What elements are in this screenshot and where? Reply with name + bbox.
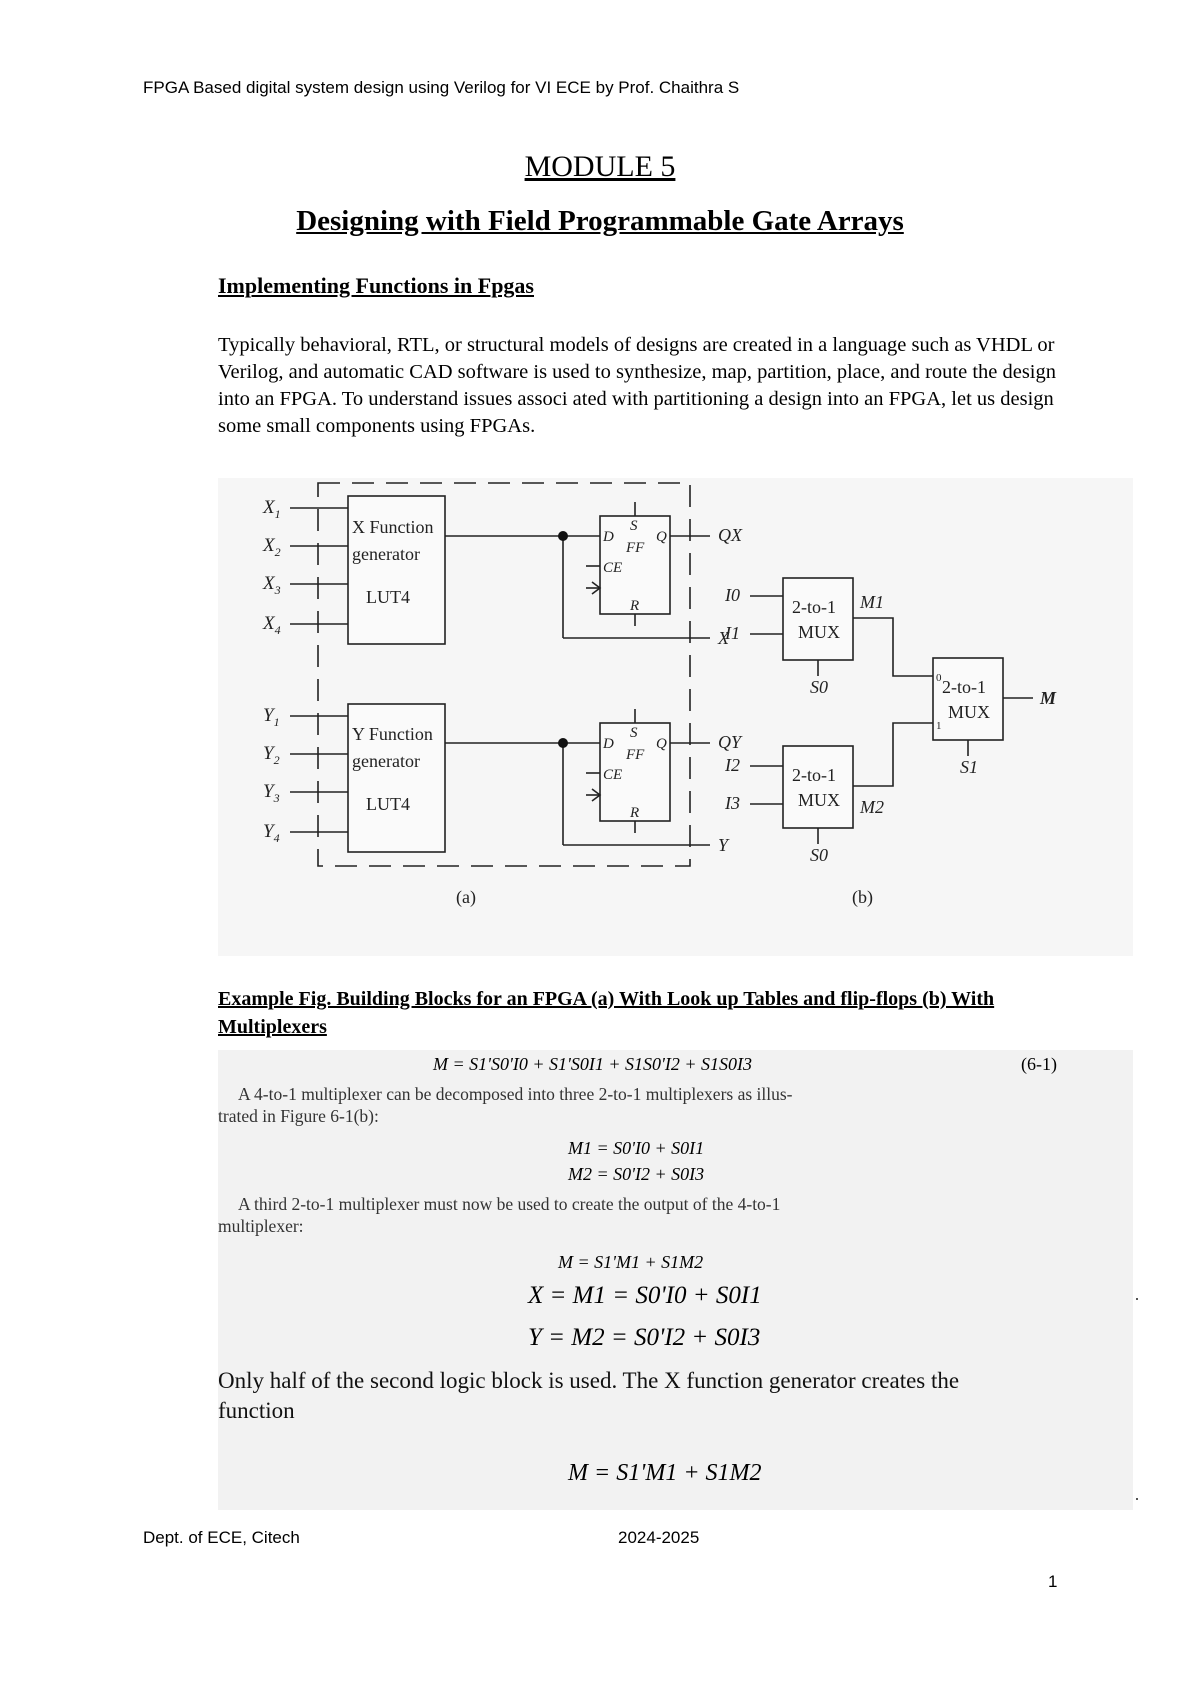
svg-text:2-to-1: 2-to-1: [792, 765, 836, 785]
svg-text:X3: $X_3$: [263, 573, 281, 597]
svg-text:2-to-1: 2-to-1: [792, 597, 836, 617]
mux-output-m: M: [1040, 688, 1057, 708]
svg-text:MUX: MUX: [948, 702, 991, 722]
excerpt-text-2a: A third 2-to-1 multiplexer must now be used to create the output of the 4-to-1: [238, 1194, 781, 1214]
equation-m1: M1 = S0'I0 + S0I1: [568, 1138, 705, 1158]
output-x: X: [718, 628, 729, 648]
y-gen-line2: generator: [352, 751, 420, 771]
svg-text:Y4: $Y_4$: [263, 821, 280, 845]
mux2-box: [783, 746, 853, 828]
page-number: 1: [1048, 1572, 1058, 1591]
equation-main: M = S1'S0'I0 + S1'S0I1 + S1S0'I2 + S1S0I3: [433, 1054, 752, 1074]
output-y: Y: [718, 835, 729, 855]
mux-input-i2: I2: [725, 755, 740, 775]
panel-b-label: (b): [852, 887, 873, 907]
svg-text:D: D: [603, 529, 614, 545]
mux-select-s0-a: S0: [810, 677, 828, 697]
stray-dot: [1136, 1298, 1138, 1300]
svg-text:S: S: [630, 725, 638, 741]
svg-text:R: R: [630, 598, 640, 614]
svg-text:MUX: MUX: [798, 622, 841, 642]
textbook-excerpt: [218, 1050, 1133, 1510]
svg-text:FF: FF: [626, 747, 645, 763]
svg-text:0: 0: [936, 672, 942, 684]
svg-text:Y3: $Y_3$: [263, 781, 280, 805]
output-qx: QX: [718, 525, 742, 545]
excerpt-text-3b: function: [218, 1398, 295, 1423]
mux-m2: M2: [860, 797, 884, 817]
figure-svg: [218, 478, 1133, 956]
fpga-building-blocks-figure: [218, 478, 1133, 956]
svg-text:X1: $X_1$: [263, 497, 281, 521]
svg-text:Y1: $Y_1$: [263, 705, 280, 729]
excerpt-text-1b: trated in Figure 6-1(b):: [218, 1106, 379, 1126]
section-heading: Implementing Functions in Fpgas: [218, 273, 534, 298]
excerpt-text-1a: A 4-to-1 multiplexer can be decomposed into three 2-to-1 multiplexers as illus-: [238, 1084, 793, 1104]
svg-text:CE: CE: [603, 767, 623, 783]
y-input-2: Y: [263, 743, 274, 764]
intro-paragraph: Typically behavioral, RTL, or structural models of designs are created in a language such as VHDL or Verilog, and automatic CAD software is used to synthesize, map, partition, place, and route the design into an FPGA. To understand issues associ ated with partitioning a design into an FPGA, let us design some small components using FPGAs.: [218, 334, 1057, 437]
panel-a-label: (a): [456, 887, 476, 907]
x-gen-line1: X Function: [352, 517, 434, 537]
mux-m1: M1: [860, 592, 884, 612]
mux-select-s1: S1: [960, 757, 978, 777]
svg-text:FF: FF: [626, 540, 645, 556]
excerpt-text-2b: multiplexer:: [218, 1216, 304, 1236]
y-input-1: Y: [263, 705, 274, 726]
svg-text:2-to-1: 2-to-1: [942, 677, 986, 697]
mux3-box: [933, 658, 1003, 740]
svg-text:Y2: $Y_2$: [263, 743, 280, 767]
page-title: MODULE 5: [524, 150, 676, 183]
y-gen-line1: Y Function: [352, 724, 433, 744]
figure-caption: Example Fig. Building Blocks for an FPGA (a) With Look up Tables and flip-flops (b) With Multiplexers: [218, 988, 995, 1038]
page-header: FPGA Based digital system design using Verilog for VI ECE by Prof. Chaithra S: [143, 78, 740, 97]
x-input-3: X: [263, 573, 275, 594]
x-gen-line3: LUT4: [366, 587, 410, 607]
svg-text:D: D: [603, 736, 614, 752]
svg-text:Q: Q: [656, 736, 667, 752]
mux-select-s0-b: S0: [810, 845, 828, 865]
svg-text:CE: CE: [603, 560, 623, 576]
svg-text:1: 1: [936, 720, 942, 732]
x-gen-line2: generator: [352, 544, 420, 564]
x-input-4: X: [263, 613, 275, 634]
footer-year: 2024-2025: [618, 1528, 700, 1547]
equation-y: Y = M2 = S0'I2 + S0I3: [528, 1324, 761, 1351]
mux-input-i0: I0: [725, 585, 740, 605]
equation-x: X = M1 = S0'I0 + S0I1: [528, 1282, 762, 1309]
svg-text:S: S: [630, 518, 638, 534]
mux-input-i3: I3: [725, 793, 740, 813]
svg-text:X4: $X_4$: [263, 613, 281, 637]
y-input-4: Y: [263, 821, 274, 842]
svg-text:R: R: [630, 805, 640, 821]
mux-input-i1: I1: [725, 623, 740, 643]
equation-m2: M2 = S0'I2 + S0I3: [568, 1164, 705, 1184]
stray-dot: [1136, 1498, 1138, 1500]
page-subtitle: Designing with Field Programmable Gate Arrays: [296, 205, 904, 237]
svg-text:MUX: MUX: [798, 790, 841, 810]
equation-number: (6-1): [1021, 1054, 1057, 1074]
equation-final: M = S1'M1 + S1M2: [568, 1460, 762, 1486]
footer-department: Dept. of ECE, Citech: [143, 1528, 300, 1547]
svg-text:X2: $X_2$: [263, 535, 281, 559]
x-input-2: X: [263, 535, 275, 556]
x-input-1: X: [263, 497, 275, 518]
equation-m: M = S1'M1 + S1M2: [558, 1252, 704, 1272]
svg-text:Q: Q: [656, 529, 667, 545]
y-gen-line3: LUT4: [366, 794, 410, 814]
excerpt-text-3a: Only half of the second logic block is used. The X function generator creates the: [218, 1368, 960, 1393]
output-qy: QY: [718, 732, 742, 752]
y-input-3: Y: [263, 781, 274, 802]
mux1-box: [783, 578, 853, 660]
